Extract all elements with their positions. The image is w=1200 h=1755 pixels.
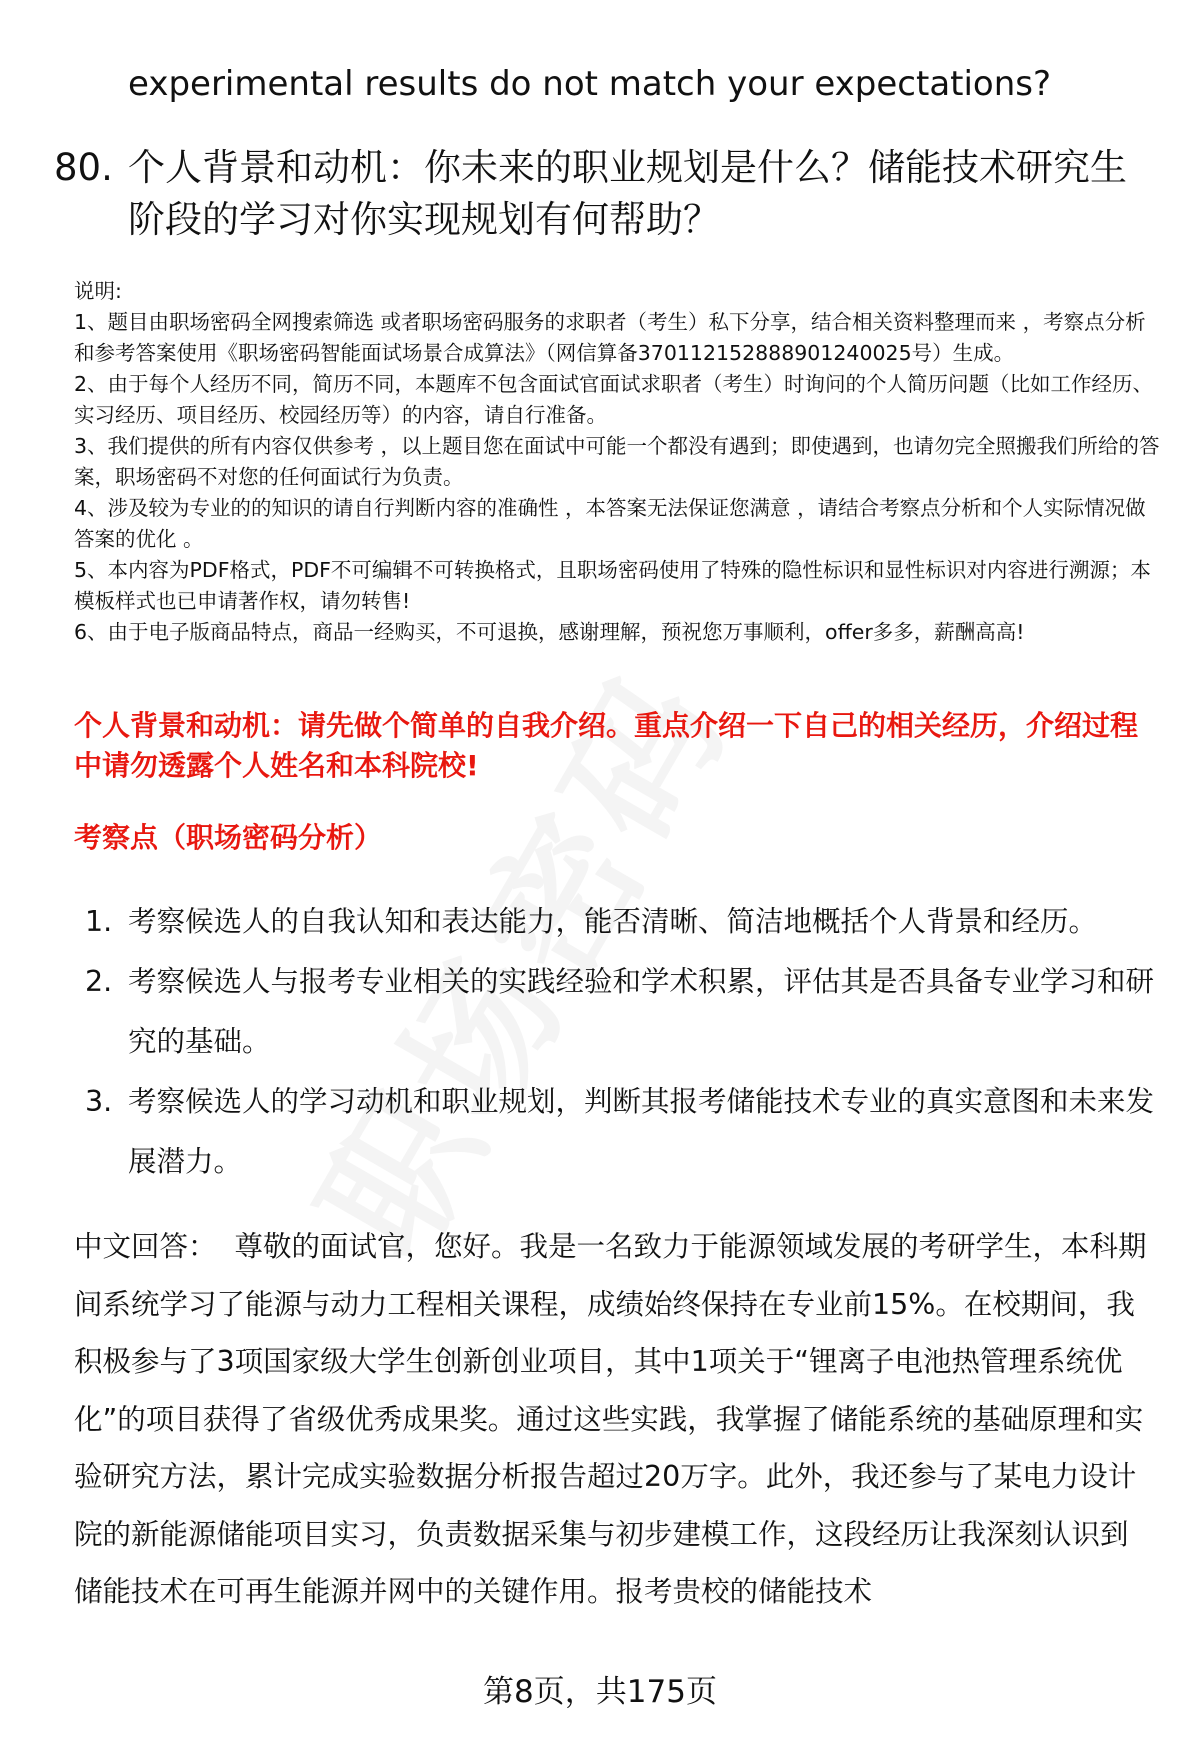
question-number: 80. [54,146,113,189]
answer-label: 中文回答： [74,1230,217,1263]
list-item-text: 考察候选人与报考专业相关的实践经验和学术积累，评估其是否具备专业学习和研究的基础。 [128,965,1155,1058]
list-item-number: 3. [85,1085,113,1118]
note-item: 3、我们提供的所有内容仅供参考 ，以上题目您在面试中可能一个都没有遇到；即使遇到，也请勿完全照搬我们所给的答案，职场密码不对您的任何面试行为负责。 [74,434,1160,489]
note-item: 1、题目由职场密码全网搜索筛选 或者职场密码服务的求职者（考生）私下分享，结合相关资料整理而来 ，考察点分析和参考答案使用《职场密码智能面试场景合成算法》（网信算备370112152888901240025号）生成。 [74,310,1146,365]
list-item-number: 2. [85,965,113,998]
answer-paragraph [74,1218,1154,1621]
notes-heading: 说明: [74,279,122,303]
question-text: 个人背景和动机：你未来的职业规划是什么？储能技术研究生阶段的学习对你实现规划有何帮助？ [128,146,1127,241]
list-item [80,892,1160,952]
list-item [80,952,1160,1072]
analysis-points-list [80,892,1160,1192]
page-footer: 第8页，共175页 [483,1674,717,1710]
note-item: 4、涉及较为专业的的知识的请自行判断内容的准确性 ，本答案无法保证您满意 ，请结合考察点分析和个人实际情况做答案的优化 。 [74,496,1146,551]
continued-question-text: experimental results do not match your expectations? [128,64,1052,104]
list-item [80,1072,1160,1192]
note-item: 2、由于每个人经历不同，简历不同，本题库不包含面试官面试求职者（考生）时询问的个人简历问题（比如工作经历、实习经历、项目经历、校园经历等）的内容，请自行准备。 [74,372,1154,427]
list-item-text: 考察候选人的自我认知和表达能力，能否清晰、简洁地概括个人背景和经历。 [128,905,1098,938]
section-question-title: 个人背景和动机：请先做个简单的自我介绍。重点介绍一下自己的相关经历，介绍过程中请勿透露个人姓名和本科院校! [74,709,1139,782]
notes-section [74,276,1164,648]
list-item-text: 考察候选人的学习动机和职业规划，判断其报考储能技术专业的真实意图和未来发展潜力。 [128,1085,1155,1178]
list-item-number: 1. [85,905,113,938]
note-item: 5、本内容为PDF格式，PDF不可编辑不可转换格式，且职场密码使用了特殊的隐性标识和显性标识对内容进行溯源；本模板样式也已申请著作权，请勿转售! [74,558,1151,613]
analysis-heading: 考察点（职场密码分析） [74,821,383,854]
note-item: 6、由于电子版商品特点，商品一经购买，不可退换，感谢理解，预祝您万事顺利，offer多多，薪酬高高! [74,620,1025,644]
answer-text: 尊敬的面试官，您好。我是一名致力于能源领域发展的考研学生，本科期间系统学习了能源与动力工程相关课程，成绩始终保持在专业前15%。在校期间，我积极参与了3项国家级大学生创新创业项目，其中1项关于“锂离子电池热管理系统优化”的项目获得了省级优秀成果奖。通过这些实践，我掌握了储能系统的基础原理和实验研究方法，累计完成实验数据分析报告超过20万字。此外，我还参与了某电力设计院的新能源储能项目实习，负责数据采集与初步建模工作，这段经历让我深刻认识到储能技术在可再生能源并网中的关键作用。报考贵校的储能技术 [74,1230,1147,1608]
